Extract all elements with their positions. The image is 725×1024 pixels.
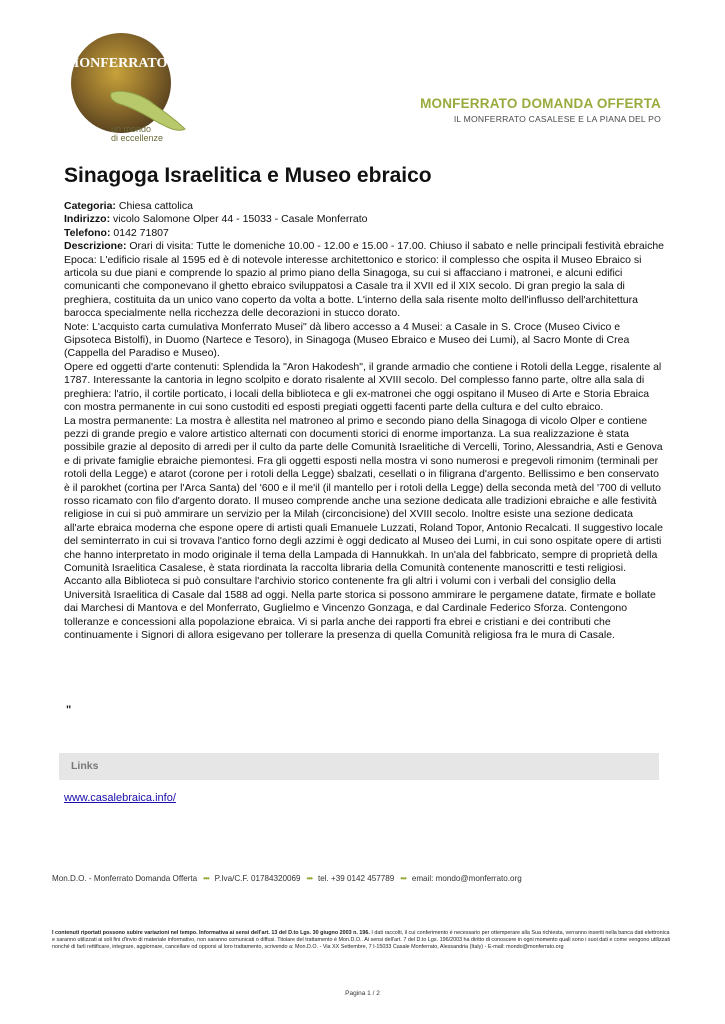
- phone-row: [64, 227, 664, 240]
- paragraph-epoca: Epoca: L'edificio risale al 1595 ed è di notevole interesse architettonico e storico: il complesso che ospita il Museo Ebraico si articola su due piani e comprende lo spazio al primo piano della Sinagoga, su cui si affacciano i matronei, e alcuni edifici comunicanti che componevano il ghetto ebraico sviluppatosi a Casale tra il XVII ed il XIX secolo. Di gran pregio la sala di preghiera, costituita da un unico vano coperto da volta a botte. L'interno della sala risente molto dell'influsso dell'architettura barocca specialmente nella ricchezza delle decorazioni in stucco dorato.: [64, 253, 642, 320]
- logo-tagline-2: di eccellenze: [111, 133, 164, 143]
- phone-label: Telefono:: [64, 226, 111, 239]
- logo-tagline-1: un mondo: [111, 124, 152, 134]
- category-value: Chiesa cattolica: [118, 200, 193, 212]
- details-section: [64, 200, 664, 642]
- paragraph-note: Note: L'acquisto carta cumulativa Monferrato Musei" dà libero accesso a 4 Musei: a Casale in S. Croce (Museo Civico e Gipsoteca Bistolfi), in Duomo (Nartece e Tesoro), in Sinagoga (Museo Ebraico e Museo dei Lumi), al Sacro Monte di Crea (Cappella del Paradiso e Museo).: [64, 320, 630, 360]
- monferrato-logo: [63, 33, 191, 145]
- website-link[interactable]: www.casalebraica.info/: [64, 792, 176, 804]
- contacts-bar: [52, 874, 672, 883]
- phone-value: 0142 71807: [113, 226, 169, 239]
- description-label: Descrizione:: [64, 240, 127, 253]
- privacy-note: [52, 930, 672, 952]
- privacy-note-bold: I contenuti riportati possono subire variazioni nel tempo. Informativa ai sensi dell'art. 13 del D.to Lgs. 30 giugno 2003 n. 196.: [52, 930, 370, 936]
- description-intro: Orari di visita: Tutte le domeniche 10.00 - 12.00 e 15.00 - 17.00. Chiuso il sabato e nelle principali festività ebraiche: [129, 240, 664, 253]
- company-name: Mon.D.O. - Monferrato Domanda Offerta: [52, 874, 198, 883]
- separator-dots: •••: [306, 874, 312, 883]
- page-title: Sinagoga Israelitica e Museo ebraico: [64, 164, 432, 187]
- brand-title: MONFERRATO DOMANDA OFFERTA: [420, 96, 661, 111]
- address-row: [64, 213, 664, 226]
- contact-phone: tel. +39 0142 457789: [318, 874, 395, 883]
- page-number: Pagina 1 / 2: [345, 990, 380, 997]
- category-label: Categoria:: [64, 200, 116, 212]
- category-row: [64, 200, 664, 213]
- address-value: vicolo Salomone Olper 44 - 15033 - Casale Monferrato: [113, 213, 368, 226]
- description-row: [64, 240, 664, 253]
- links-header-bar: [59, 753, 659, 780]
- paragraph-mostra: La mostra permanente: La mostra è allestita nel matroneo al primo e secondo piano della Sinagoga di vicolo Olper e contiene pezzi di grande pregio e valore artistico alternati con documenti storici di enorme importanza. La sua realizzazione è stata possibile grazie al deposito di arredi per il culto da parte delle Comunità Israelitiche di Vercelli, Torino, Alessandria, Asti e Genova e di private famiglie ebraiche piemontesi. Fra gli oggetti esposti nella mostra vi sono numerosi e pregevoli rimonim (terminali per rotoli della Legge) e atarot (corone per i rotoli della Legge) sbalzati, cesellati o in filigrana d'argento. Bellissimo e ben conservato è il parokhet (cortina per l'Arca Santa) del '600 e il me'il (il mantello per i rotoli della Legge) della seconda metà del '700 di velluto rosso ricamato con filo d'argento dorato. Il museo comprende anche una sezione dedicata alle tradizioni ebraiche e alle festività religiose in cui si può ammirare un servizio per la Milah (circoncisione) del XVIII secolo. Inoltre esiste una sezione dedicata all'arte ebraica moderna che espone opere di artisti quali Emanuele Luzzati, Roland Topor, Antonio Recalcati. Il suggestivo locale del seminterrato in cui si trovava l'antico forno degli azzimi è oggi dedicato al Museo dei Lumi, in cui sono ospitate opere di artisti che hanno interpretato in modo originale il tema della Lampada di Hannukkah. In un'ala del fabbricato, sempre di proprietà della Comunità Israelitica Casalese, è stata riordinata la raccolta libraria della Comunità contenente manoscritti e testi religiosi. Accanto alla Biblioteca si può consultare l'archivio storico contenente fra gli altri i volumi con i verbali del consiglio della Università Israelitica di Casale dal 1588 ad oggi. Nella parte storica si possono ammirare le pergamene datate, firmate e bollate dai Marchesi di Mantova e del Monferrato, Guglielmo e Vincenzo Gonzaga, e dal Cardinale Federico Sforza. Contengono tolleranze e concessioni alla popolazione ebraica. Vi si parla anche dei rapporti fra ebrei e cristiani e dei contributi che continuamente i Signori di allora esigevano per tollerare la presenza di quella Comunità religiosa fra le mura di Casale.: [64, 414, 663, 641]
- logo-brand: MONFERRATO: [66, 56, 168, 71]
- address-label: Indirizzo:: [64, 213, 111, 226]
- brand-header: [420, 96, 661, 124]
- privacy-note-text: I dati raccolti, il cui conferimento è necessario per ottemperare alla Sua richiesta, verranno inseriti nella banca dati elettronica e saranno utilizzati ai soli fini d'invio di materiale informativo, non saranno comunicati o diffusi. Titolare del trattamento è Mon.D.O.. Ai sensi dell'art. 7 del D.to Lgs. 196/2003 ha diritto di conoscere in ogni momento quali sono i suoi dati e come vengono utilizzati nonché di farli rettificare, integrare, aggiornare, cancellare od opporsi al loro trattamento, scrivendo a: Mon.D.O. - Via XX Settembre, 7 I-15033 Casale Monferrato, Alessandria (Italy) - E-mail: mondo@monferrato.org: [52, 930, 671, 951]
- links-heading: Links: [71, 760, 99, 772]
- separator-dots: •••: [203, 874, 209, 883]
- contact-email: email: mondo@monferrato.org: [411, 874, 522, 883]
- vat-number: P.Iva/C.F. 01784320069: [214, 874, 301, 883]
- paragraph-opere: Opere ed oggetti d'arte contenuti: Splendida la "Aron Hakodesh", il grande armadio che contiene i Rotoli della Legge, risalente al 1787. Interessante la cantoria in legno scolpito e dorato risalente al XVIII secolo. Del complesso fanno parte, oltre alla sala di preghiera: l'atrio, il cortile porticato, i locali della biblioteca e gli ex-matronei che oggi ospitano il Museo di Arte e Storia Ebraica con mostra permanente in cui sono custoditi ed esposti pregiati oggetti facenti parte della cultura e del culto ebraico.: [64, 360, 662, 414]
- closing-quote: ": [66, 704, 72, 716]
- brand-subtitle: IL MONFERRATO CASALESE E LA PIANA DEL PO: [453, 114, 661, 124]
- separator-dots: •••: [400, 874, 406, 883]
